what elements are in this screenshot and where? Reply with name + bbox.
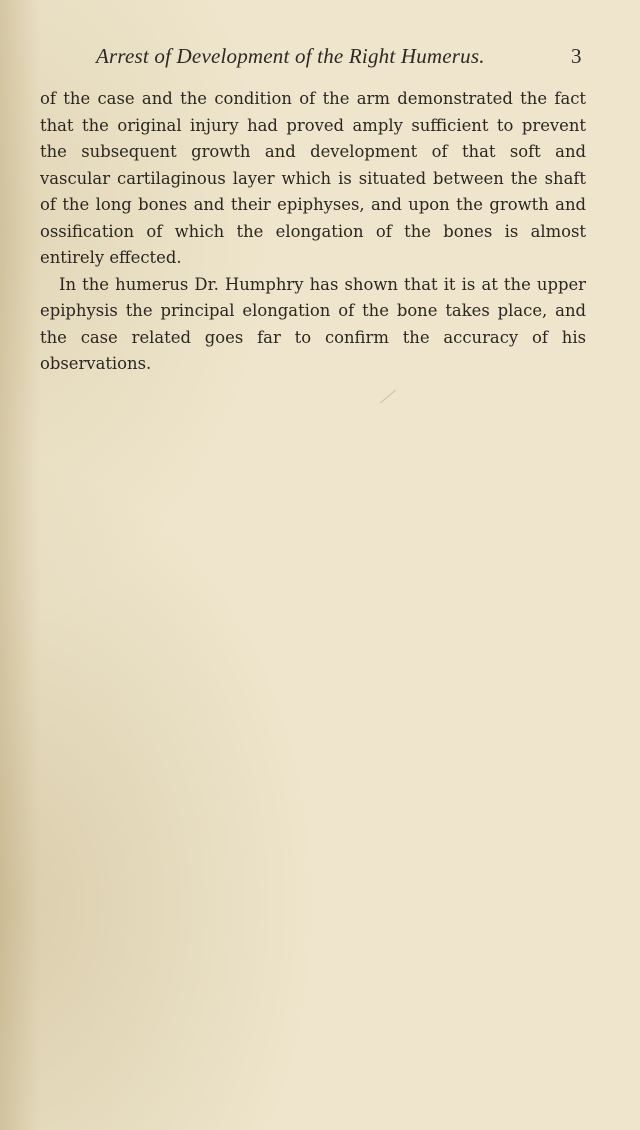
- running-title: Arrest of Development of the Right Humerus.: [96, 44, 485, 68]
- running-head: [0, 44, 640, 74]
- body-text: [40, 86, 586, 378]
- paragraph-2: In the humerus Dr. Humphry has shown that it is at the upper epiphysis the principal elongation of the bone takes place, and the case related goes far to confirm the accuracy of his observations.: [40, 274, 586, 373]
- paragraph-1: of the case and the condition of the arm demonstrated the fact that the original injury had proved amply sufficient to prevent the subsequent growth and development of that soft and vascular cartilaginous layer which is situated between the shaft of the long bones and their epiphyses, and upon the growth and ossification of which the elongation of the bones is almost entirely effected.: [40, 89, 586, 267]
- paper-mark: [380, 390, 396, 404]
- page-number: 3: [571, 44, 582, 68]
